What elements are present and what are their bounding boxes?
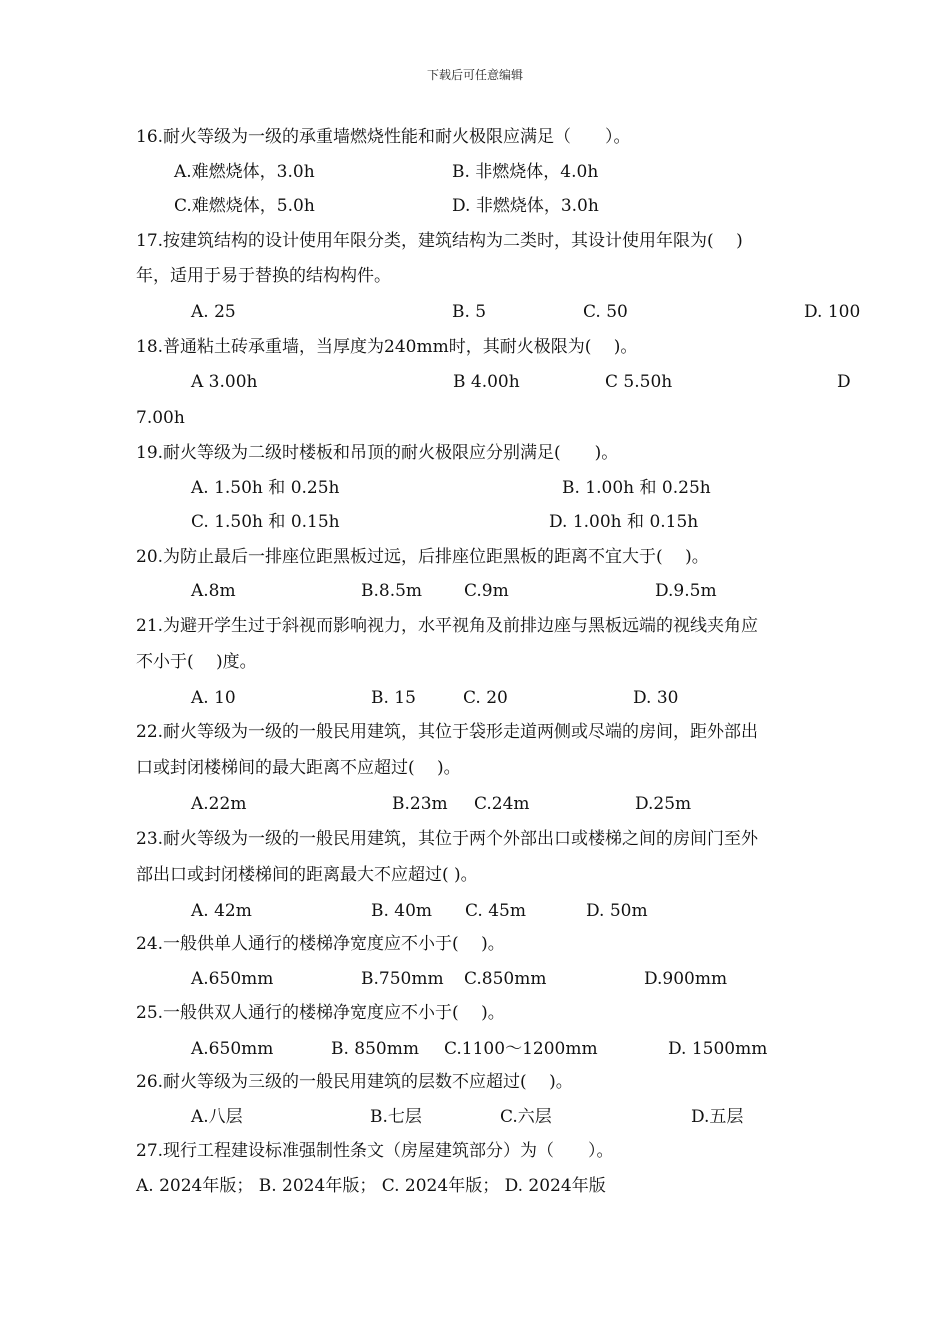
q21-option-d: D. 30: [633, 688, 679, 708]
q25-option-d: D. 1500mm: [668, 1039, 768, 1059]
q23-option-c: C. 45m: [465, 901, 526, 921]
q21-option-c: C. 20: [463, 688, 508, 708]
q26-option-a: A.八层: [191, 1107, 243, 1127]
q19-option-b: B. 1.00h 和 0.25h: [562, 478, 711, 498]
q25-option-b: B. 850mm: [331, 1039, 419, 1059]
q26-option-b: B.七层: [370, 1107, 422, 1127]
q27-options: A. 2024年版； B. 2024年版； C. 2024年版； D. 2024年版: [136, 1176, 606, 1196]
q19-option-a: A. 1.50h 和 0.25h: [191, 478, 340, 498]
q21-option-b: B. 15: [371, 688, 416, 708]
q24-option-a: A.650mm: [191, 969, 274, 989]
q16-option-d: D. 非燃烧体，3.0h: [452, 196, 599, 216]
q20-stem: 20.为防止最后一排座位距黑板过远，后排座位距黑板的距离不宜大于( )。: [136, 547, 709, 567]
q19-stem: 19.耐火等级为二级时楼板和吊顶的耐火极限应分别满足( )。: [136, 443, 619, 463]
q17-option-d: D. 100: [804, 302, 861, 322]
q21-stem-line2: 不小于( )度。: [136, 652, 257, 672]
q22-option-d: D.25m: [635, 794, 692, 814]
q16-stem: 16.耐火等级为一级的承重墙燃烧性能和耐火极限应满足（ ）。: [136, 127, 631, 147]
q16-option-a: A.难燃烧体，3.0h: [174, 162, 315, 182]
q20-option-b: B.8.5m: [361, 581, 423, 601]
q27-stem: 27.现行工程建设标准强制性条文（房屋建筑部分）为（ ）。: [136, 1141, 614, 1161]
q18-option-b: B 4.00h: [453, 372, 520, 392]
q18-option-a: A 3.00h: [191, 372, 258, 392]
q25-option-a: A.650mm: [191, 1039, 274, 1059]
q22-option-c: C.24m: [474, 794, 530, 814]
q17-option-c: C. 50: [583, 302, 628, 322]
q18-option-d: D: [837, 372, 851, 392]
q18-option-d-value: 7.00h: [136, 408, 185, 428]
q25-stem: 25.一般供双人通行的楼梯净宽度应不小于( )。: [136, 1003, 505, 1023]
q24-option-b: B.750mm: [361, 969, 444, 989]
q26-option-d: D.五层: [691, 1107, 744, 1127]
q23-stem-line2: 部出口或封闭楼梯间的距离最大不应超过( )。: [136, 865, 478, 885]
q23-option-a: A. 42m: [191, 901, 252, 921]
q26-option-c: C.六层: [500, 1107, 552, 1127]
q24-option-c: C.850mm: [464, 969, 547, 989]
q21-option-a: A. 10: [191, 688, 236, 708]
q26-stem: 26.耐火等级为三级的一般民用建筑的层数不应超过( )。: [136, 1072, 573, 1092]
q23-option-b: B. 40m: [371, 901, 433, 921]
q16-option-c: C.难燃烧体，5.0h: [174, 196, 315, 216]
q21-stem-line1: 21.为避开学生过于斜视而影响视力，水平视角及前排边座与黑板远端的视线夹角应: [136, 616, 759, 636]
q19-option-c: C. 1.50h 和 0.15h: [191, 512, 340, 532]
q19-option-d: D. 1.00h 和 0.15h: [549, 512, 699, 532]
q23-option-d: D. 50m: [586, 901, 648, 921]
q16-option-b: B. 非燃烧体，4.0h: [452, 162, 599, 182]
q22-option-b: B.23m: [392, 794, 448, 814]
q24-option-d: D.900mm: [644, 969, 728, 989]
q17-stem-line2: 年，适用于易于替换的结构构件。: [136, 266, 391, 286]
q17-option-a: A. 25: [191, 302, 236, 322]
q17-option-b: B. 5: [452, 302, 487, 322]
q22-stem-line1: 22.耐火等级为一级的一般民用建筑，其位于袋形走道两侧或尽端的房间，距外部出: [136, 722, 759, 742]
page-header: 下载后可任意编辑: [426, 68, 523, 82]
q23-stem-line1: 23.耐火等级为一级的一般民用建筑，其位于两个外部出口或楼梯之间的房间门至外: [136, 829, 759, 849]
q25-option-c: C.1100～1200mm: [444, 1039, 598, 1059]
q20-option-c: C.9m: [464, 581, 509, 601]
q24-stem: 24.一般供单人通行的楼梯净宽度应不小于( )。: [136, 934, 505, 954]
q17-stem-line1: 17.按建筑结构的设计使用年限分类，建筑结构为二类时，其设计使用年限为( ): [136, 231, 743, 251]
q20-option-a: A.8m: [191, 581, 236, 601]
q22-stem-line2: 口或封闭楼梯间的最大距离不应超过( )。: [136, 758, 461, 778]
q18-stem: 18.普通粘土砖承重墙，当厚度为240mm时，其耐火极限为( )。: [136, 337, 638, 357]
q20-option-d: D.9.5m: [655, 581, 717, 601]
q18-option-c: C 5.50h: [605, 372, 673, 392]
q22-option-a: A.22m: [191, 794, 247, 814]
